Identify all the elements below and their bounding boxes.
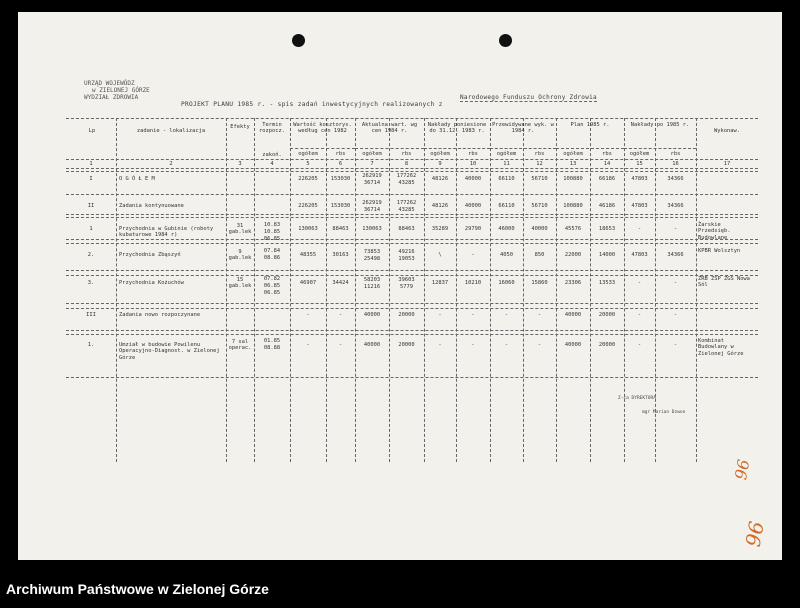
row-value: -	[673, 280, 678, 286]
row-value: -	[471, 312, 475, 318]
row-value: 130063	[298, 226, 318, 232]
column-number: 15	[636, 161, 643, 167]
subheader-rbs: rbs	[401, 151, 412, 157]
row-value: 11216	[363, 284, 381, 290]
punch-hole	[292, 34, 305, 47]
row-value: 850	[534, 252, 545, 258]
row-value: 47803	[631, 203, 648, 209]
header-effects: Efekty	[230, 124, 250, 130]
row-term: 10.83	[263, 222, 281, 228]
column-number: 4	[270, 161, 274, 167]
document-page	[18, 12, 782, 560]
row-value: 19053	[398, 256, 415, 262]
row-term: 07.84	[263, 248, 281, 254]
row-task-name: Przychodnia Kożuchów	[119, 280, 184, 286]
row-value: 13533	[598, 280, 616, 286]
row-value: 130063	[362, 226, 382, 232]
row-value: 35289	[431, 226, 449, 232]
row-effects: 9 gab.lek	[228, 249, 252, 262]
row-value: 100880	[563, 203, 583, 209]
column-number: 7	[370, 161, 374, 167]
row-value: 262919	[362, 173, 382, 179]
row-term: 10.85	[263, 229, 281, 235]
row-task-name: Przychodnia Zbąszyń	[119, 252, 181, 258]
row-value: -	[537, 342, 542, 348]
column-number: 8	[404, 161, 409, 167]
row-value: 15860	[531, 280, 548, 286]
row-value: 43285	[398, 180, 415, 186]
row-value: 40000	[464, 176, 482, 182]
row-lp: 1.	[87, 342, 95, 348]
row-value: 56710	[531, 176, 548, 182]
row-lp: 3.	[87, 280, 95, 286]
row-value: 34366	[667, 252, 684, 258]
row-value: 177262	[396, 173, 417, 179]
handwritten-number: 96	[731, 457, 754, 482]
subheader-total: ogółem	[430, 151, 450, 157]
header-cost: Wartość kosztorys. według cen 1982	[293, 122, 352, 135]
row-value: 20000	[598, 342, 616, 348]
table-rule	[290, 118, 291, 462]
row-value: -	[537, 312, 542, 318]
row-value: -	[673, 342, 678, 348]
row-value: 153030	[330, 203, 351, 209]
row-value: -	[504, 312, 509, 318]
row-value: 47803	[631, 252, 648, 258]
table-rule	[556, 148, 624, 149]
handwritten-number: 96	[740, 519, 769, 549]
row-value: 88463	[398, 226, 415, 232]
table-rule	[424, 118, 425, 462]
header-contractor: Wykonaw.	[714, 128, 740, 134]
row-value: 36714	[363, 207, 381, 213]
header-task: zadanie - lokalizacja	[136, 128, 206, 134]
row-value: 29790	[464, 226, 482, 232]
row-value: 88463	[332, 226, 349, 232]
header-term: Termin rozpocz.	[259, 122, 285, 135]
header-lp: Lp	[88, 128, 96, 134]
row-value: 100880	[563, 176, 583, 182]
subheader-rbs: rbs	[468, 151, 478, 157]
subheader-rbs: rbs	[670, 151, 681, 157]
row-value: -	[438, 342, 442, 348]
row-value: 20000	[398, 342, 415, 348]
row-value: 4050	[500, 252, 513, 258]
column-number: 5	[306, 161, 310, 167]
row-effects: 31 gab.lek	[228, 223, 252, 236]
column-number: 10	[469, 161, 477, 167]
header-expected-1984: Przewidywane wyk. w 1984 r.	[492, 122, 554, 135]
row-contractor: KPBR Wolsztyn	[698, 248, 741, 254]
row-lp: 2.	[87, 252, 95, 258]
row-value: 34366	[667, 203, 684, 209]
row-task-name: O G Ó Ł E M	[119, 176, 155, 182]
row-value: -	[471, 342, 475, 348]
column-number: 16	[672, 161, 679, 167]
row-term: 06.85	[263, 236, 281, 242]
row-value: 22000	[564, 252, 582, 258]
signature-title: Z-ca DYREKTORA	[618, 396, 656, 401]
column-number: 9	[438, 161, 442, 167]
header-plan-1985: Plan 1985 r.	[570, 122, 610, 128]
row-value: -	[471, 252, 475, 258]
row-value: 10210	[464, 280, 482, 286]
row-value: 18653	[598, 226, 616, 232]
row-value: 73853	[363, 249, 381, 255]
row-value: 226205	[298, 203, 318, 209]
row-value: -	[637, 342, 642, 348]
table-rule	[424, 148, 490, 149]
table-rule	[290, 148, 355, 149]
archive-name: Archiwum Państwowe w Zielonej Górze	[6, 581, 269, 597]
row-value: 23306	[564, 280, 582, 286]
row-contractor: Żarskie Przedsięb. Budowlane	[698, 222, 731, 241]
row-value: 40000	[564, 342, 582, 348]
subheader-total: ogółem	[298, 151, 318, 157]
row-value: 58203	[363, 277, 381, 283]
row-value: 48126	[431, 176, 449, 182]
row-value: 5779	[400, 284, 413, 290]
row-value: 226205	[298, 176, 318, 182]
row-value: 56710	[531, 203, 548, 209]
row-value: 66186	[598, 176, 616, 182]
header-actual-value: Aktualna wart. wg cen 1984 r.	[361, 122, 418, 135]
table-rule	[624, 148, 696, 149]
column-number: 13	[569, 161, 577, 167]
row-value: 46907	[299, 280, 317, 286]
table-rule	[456, 118, 457, 462]
row-value: 153030	[330, 176, 351, 182]
row-term: 06.85	[263, 290, 281, 296]
row-lp: 1	[89, 226, 93, 232]
column-number: 14	[603, 161, 611, 167]
punch-hole	[499, 34, 512, 47]
row-value: -	[438, 312, 442, 318]
row-value: 49216	[398, 249, 415, 255]
subheader-total: ogółem	[563, 151, 583, 157]
document-title: PROJEKT PLANU 1985 r. - spis zadań inwestycyjnych realizowanych z	[181, 101, 443, 108]
table-rule	[624, 118, 625, 462]
table-rule	[696, 118, 697, 462]
table-rule	[490, 148, 556, 149]
row-value: 47803	[631, 176, 648, 182]
row-effects: 7 sal operac.	[228, 339, 252, 352]
row-value: 40000	[564, 312, 582, 318]
row-value: \	[438, 252, 442, 258]
row-value: -	[338, 312, 343, 318]
row-value: 34424	[332, 280, 349, 286]
row-task-name: Zadania kontynuowane	[119, 203, 184, 209]
row-value: 46186	[598, 203, 616, 209]
subheader-total: ogółem	[496, 151, 517, 157]
header-after-1985: Nakłady po 1985 r.	[630, 122, 690, 128]
subheader-rbs: rbs	[335, 151, 346, 157]
row-value: -	[673, 312, 678, 318]
column-number: 2	[169, 161, 173, 167]
subheader-rbs: rbs	[602, 151, 612, 157]
row-term: 06.85	[263, 283, 281, 289]
row-task-name: Umział w budowie Powilenu Operacyjno-Diagnost. w Zielonej Górze	[119, 342, 220, 361]
row-value: -	[637, 280, 642, 286]
row-value: 40000	[363, 342, 381, 348]
row-task-name: Zadania nowo rozpoczynane	[119, 312, 201, 318]
table-rule	[523, 118, 524, 462]
row-value: -	[637, 312, 642, 318]
row-value: 66110	[498, 176, 515, 182]
row-value: 66110	[498, 203, 515, 209]
row-value: 43285	[398, 207, 415, 213]
row-effects: 15 gab.lek	[228, 277, 252, 290]
row-value: 30163	[332, 252, 349, 258]
table-rule	[116, 118, 117, 462]
row-value: 40000	[363, 312, 381, 318]
subheader-total: ogółem	[629, 151, 650, 157]
row-term: 07.82	[263, 276, 281, 282]
row-value: 36714	[363, 180, 381, 186]
row-value: 48355	[299, 252, 317, 258]
row-value: 177262	[396, 200, 417, 206]
table-rule	[326, 118, 327, 462]
column-number: 17	[723, 161, 731, 167]
column-number: 1	[89, 161, 93, 167]
row-lp: III	[86, 312, 96, 318]
signature-name: mgr Marian Dzwon	[642, 410, 686, 415]
row-value: 34366	[667, 176, 684, 182]
row-value: -	[673, 226, 678, 232]
stamp-line: WYDZIAŁ ZDROWIA	[84, 94, 139, 101]
office-stamp	[84, 80, 150, 101]
column-number: 11	[503, 161, 510, 167]
row-value: 46000	[498, 226, 515, 232]
row-value: 40000	[531, 226, 548, 232]
row-contractor: ZRB ZSP ZGS Nowa Sól	[698, 276, 750, 289]
row-term: 08.88	[263, 345, 281, 351]
header-term-end: zakoń.	[262, 152, 282, 158]
row-value: -	[306, 342, 310, 348]
column-number: 6	[338, 161, 343, 167]
table-rule	[355, 148, 424, 149]
header-spent: Nakłady poniesione do 31.12. 1983 r.	[427, 122, 487, 135]
row-value: 16060	[498, 280, 515, 286]
row-value: 262919	[362, 200, 382, 206]
row-value: -	[338, 342, 343, 348]
table-rule	[590, 118, 591, 462]
row-value: -	[306, 312, 310, 318]
row-value: 14000	[598, 252, 616, 258]
column-number: 3	[238, 161, 242, 167]
row-contractor: Kombinat Budowlany w Zielonej Górze	[698, 338, 744, 357]
row-value: 39603	[398, 277, 415, 283]
row-value: -	[504, 342, 509, 348]
subheader-rbs: rbs	[534, 151, 545, 157]
row-lp: II	[87, 203, 95, 209]
table-rule	[490, 118, 491, 462]
row-value: 25498	[363, 256, 381, 262]
row-value: 20000	[398, 312, 415, 318]
table-rule	[556, 118, 557, 462]
stamp-line: w ZIELONEJ GÓRZE	[92, 87, 150, 94]
column-number: 12	[536, 161, 543, 167]
row-task-name: Przychodnia w Gubinie (roboty kubaturowe 1984 r)	[119, 226, 214, 239]
row-term: 01.85	[263, 338, 281, 344]
row-value: 48126	[431, 203, 449, 209]
row-value: 20000	[598, 312, 616, 318]
document-subtitle: Narodowego Funduszu Ochrony Zdrowia	[460, 94, 597, 101]
row-value: -	[637, 226, 642, 232]
row-value: 40000	[464, 203, 482, 209]
row-term: 08.86	[263, 255, 281, 261]
row-lp: I	[89, 176, 93, 182]
stamp-line: URZĄD WOJEWÓDZ	[84, 80, 135, 87]
table-rule	[226, 118, 227, 462]
subheader-total: ogółem	[362, 151, 382, 157]
row-value: 45576	[564, 226, 582, 232]
row-value: 12837	[431, 280, 449, 286]
archive-footer	[0, 568, 800, 608]
table-rule	[655, 118, 656, 462]
